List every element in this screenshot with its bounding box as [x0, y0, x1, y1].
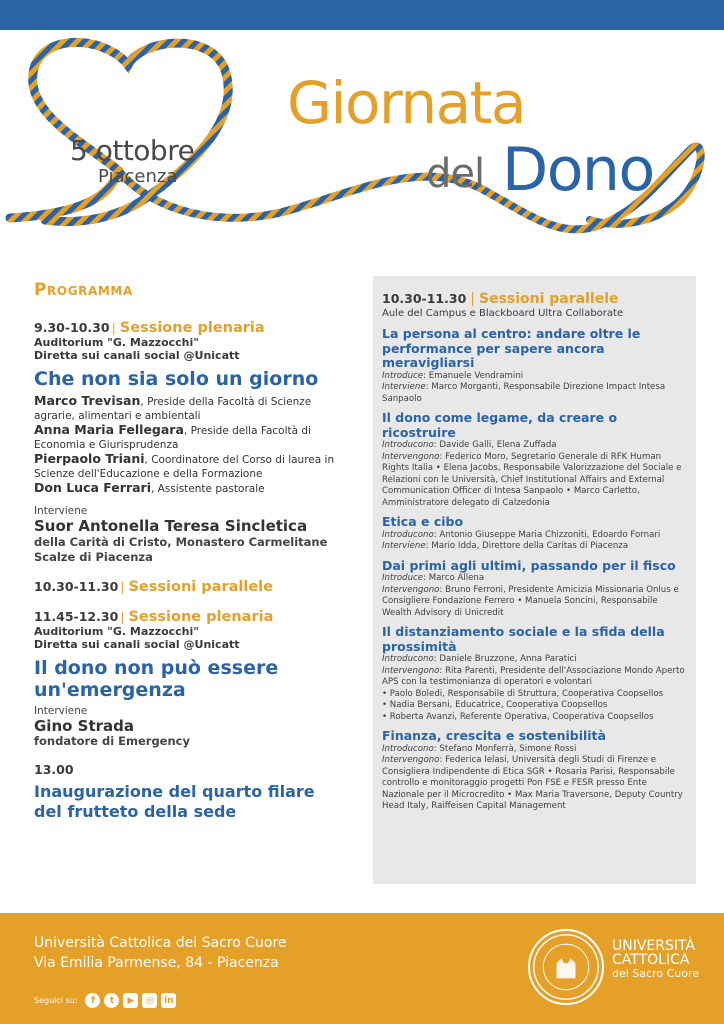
footer [0, 913, 724, 1024]
session-big-title: Inaugurazione del quarto filare del frutteto della sede [34, 781, 315, 821]
event-date: 5 ottobre [70, 134, 195, 167]
parallel-sessions-box [373, 276, 696, 884]
linkedin-icon[interactable]: in [161, 993, 176, 1008]
social-links: Seguici su: f t ▶ ◎ in [34, 993, 176, 1008]
session-big-title: Che non sia solo un giorno [34, 368, 319, 390]
session-place: Auditorium "G. Mazzocchi" [34, 336, 199, 349]
speaker-list [34, 394, 352, 497]
youtube-icon[interactable]: ▶ [123, 993, 138, 1008]
session-block: La persona al centro: andare oltre le performance per sapere ancora meravigliarsi Introduce: Emanuele Vendramini Interviene: Marco Morganti, Responsabile Direzione Impact Intesa Sanpaolo [382, 326, 666, 404]
session-4-header: 13.00 [34, 761, 74, 777]
title-del: del [426, 151, 485, 197]
twitter-icon[interactable]: t [104, 993, 119, 1008]
speaker: Don Luca Ferrari, Assistente pastorale [34, 480, 265, 495]
speaker: Marco Trevisan, Preside della Facoltà di Scienze agrarie, alimentari e ambientali [34, 393, 312, 422]
facebook-icon[interactable]: f [85, 993, 100, 1008]
program-heading: Programma [34, 280, 133, 300]
session-block: Il distanziamento sociale e la sfida della prossimità Introducono: Daniele Bruzzone, Anna Paratici Intervengono: Rita Parenti, Presidente dell'Associazione Mondo Aperto APS con la testimonianza di operatori e volontari • Paolo Boledi, Responsabile di Struttura, Cooperativa Coopsellos • Nadia Bersani, Educatrice, Cooperativa Coopsellos • Roberta Avanzi, Referente Operativa, Cooperativa Coopsellos [382, 624, 685, 722]
event-city: Piacenza [98, 166, 178, 187]
parallel-header: 10.30-11.30 | Sessioni parallele [382, 291, 619, 307]
guest-role: fondatore di Emergency [34, 733, 190, 748]
session-place: Auditorium "G. Mazzocchi" [34, 624, 199, 638]
header [0, 30, 724, 265]
speaker: Anna Maria Fellegara, Preside della Facoltà di Economia e Giurisprudenza [34, 422, 311, 451]
speaker: Pierpaolo Triani, Coordinatore del Corso di laurea in Scienze dell'Educazione e della Formazione [34, 451, 335, 480]
guest-name: Suor Antonella Teresa Sincletica [34, 516, 308, 535]
interviene-label: Interviene [34, 704, 88, 717]
university-seal-icon [528, 929, 604, 1005]
session-live: Diretta sui canali social @Unicatt [34, 349, 240, 362]
session-live: Diretta sui canali social @Unicatt [34, 637, 240, 651]
title-dono: Dono [502, 135, 654, 205]
session-block: Etica e cibo Introducono: Antonio Giuseppe Maria Chizzoniti, Edoardo Fornari Interviene: Mario Idda, Direttore della Caritas di Piacenza [382, 514, 661, 551]
parallel-rooms: Aule del Campus e Blackboard Ultra Collaborate [382, 308, 624, 319]
session-block: Il dono come legame, da creare o ricostruire Introducono: Davide Galli, Elena Zuffada Intervengono: Federico Moro, Segretario Generale di RFK Human Rights Italia • Elena Jacobs, Responsabile Valorizzazione del Sociale e Relazioni con le Università, Chief Institutional Affairs and External Communication Officer di Intesa Sanpaolo • Marco Carletto, Amministratore delegato di Calzedonia [382, 410, 682, 508]
program-column [34, 280, 352, 822]
session-big-title: Il dono non può essere un'emergenza [34, 656, 279, 701]
top-blue-bar [0, 0, 724, 30]
session-time: 9.30-10.30 [34, 320, 110, 335]
session-2-header: 10.30-11.30 | Sessioni parallele [34, 578, 273, 595]
instagram-icon[interactable]: ◎ [142, 993, 157, 1008]
title-giornata: Giornata [287, 69, 525, 137]
session-block: Finanza, crescita e sostenibilità Introducono: Stefano Monferrà, Simone Rossi Intervengono: Federica Ielasi, Università degli Studi di Firenze e Consigliera Indipendente di Etica SGR • Rosaria Parisi, Responsabile controllo e monitoraggio progetti Pon FSE e FESR presso Ente Nazionale per il Microcredito • Max Maria Traversone, Deputy Country Head Italy, Raiffeisen Capital Management [382, 728, 683, 811]
session-3-header: 11.45-12.30 | Sessione plenaria [34, 608, 274, 625]
guest-role: della Carità di Cristo, Monastero Carmelitane Scalze di Piacenza [34, 534, 328, 564]
university-brand: UNIVERSITÀ CATTOLICA del Sacro Cuore [612, 938, 700, 980]
guest-name: Gino Strada [34, 716, 135, 735]
session-title: Sessione plenaria [119, 320, 265, 336]
session-1-header: 9.30-10.30 | Sessione plenaria [34, 320, 265, 336]
session-block: Dai primi agli ultimi, passando per il fisco Introduce: Marco Allena Intervengono: Bruno Ferroni, Presidente Amicizia Missionaria Onlus e Consigliere Fondazione Ferrero • Manuela Soncini, Responsabile Wealth Advisory di Unicredit [382, 557, 679, 618]
footer-address: Università Cattolica del Sacro Cuore Via Emilia Parmense, 84 - Piacenza [34, 935, 287, 971]
interviene-label: Interviene [34, 504, 88, 517]
